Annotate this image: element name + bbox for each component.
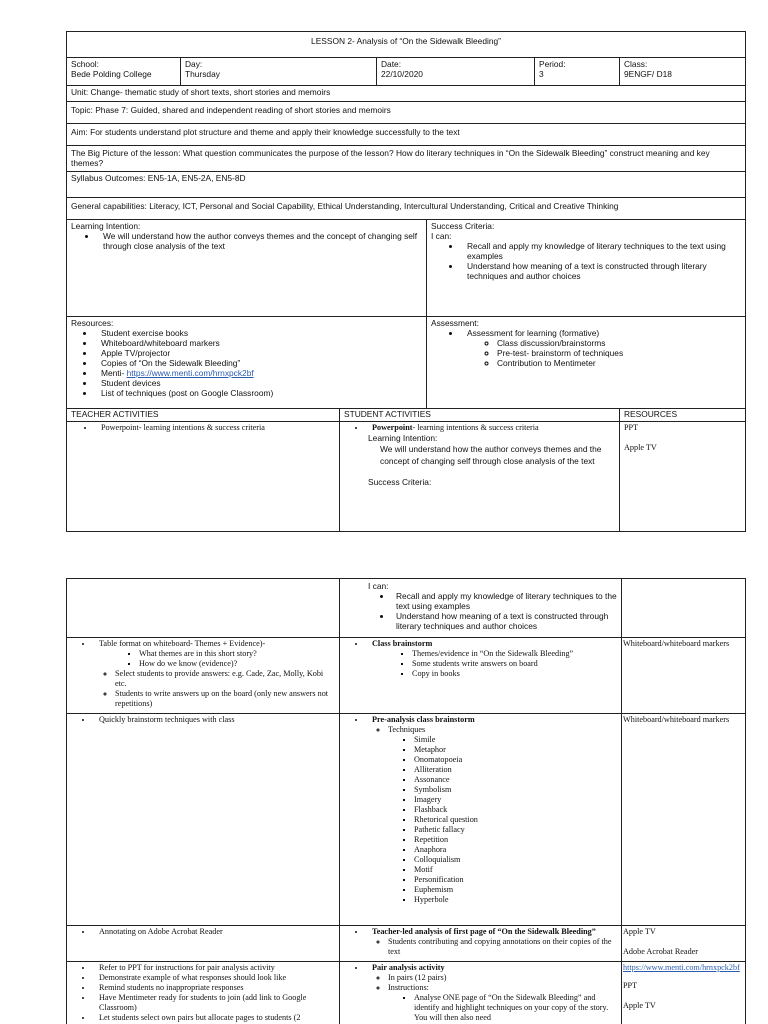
sc-label: Success Criteria: [368, 477, 432, 487]
syllabus-row [67, 171, 745, 198]
teacher-question: ▪ How do we know (evidence)? [139, 659, 335, 669]
resource-item: • List of techniques (post on Google Classroom) [95, 388, 422, 398]
resource-text: Whiteboard/whiteboard markers [623, 639, 730, 648]
success-criteria-label: Success Criteria: [431, 221, 495, 231]
student-task: ◦ In pairs (12 pairs) [388, 973, 617, 983]
teacher-activity [93, 639, 335, 709]
date-value: 22/10/2020 [381, 69, 423, 79]
li-label: Learning Intention: [368, 433, 438, 443]
technique-item: ▪ Pathetic fallacy [414, 825, 617, 835]
menti-link[interactable]: https://www.menti.com/hrnxpck2bf [623, 963, 740, 972]
resources-cell [621, 961, 745, 1024]
capabilities-row [67, 197, 745, 220]
technique-item: ▪ Anaphora [414, 845, 617, 855]
intention-row [67, 219, 745, 317]
class-cell [619, 57, 745, 85]
activities-header-row [67, 408, 745, 422]
period-value: 3 [539, 69, 544, 79]
teacher-cell [67, 925, 339, 961]
resource-text: Whiteboard/whiteboard markers [623, 715, 730, 724]
technique-item: ▪ Motif [414, 865, 617, 875]
technique-item: ▪ Onomatopoeia [414, 755, 617, 765]
teacher-activity-cell [67, 421, 339, 531]
teacher-activity: • Annotating on Adobe Acrobat Reader [93, 927, 335, 937]
activities-row-1 [67, 421, 745, 531]
resources-activity-cell [619, 421, 745, 531]
student-task: ▪ Some students write answers on board [412, 659, 617, 669]
assessment-item: ◦ Pre-test- brainstorm of techniques [497, 348, 741, 358]
date-cell [376, 57, 534, 85]
student-cell [339, 713, 621, 925]
day-cell [180, 57, 376, 85]
continued-success-cell [339, 579, 621, 637]
capabilities-text: General capabilities: Literacy, ICT, Personal and Social Capability, Ethical Understanding, Intercultural Understanding, Critical and Creative Thinking [71, 201, 619, 211]
brainstorm-row [67, 637, 745, 714]
resources-cell [621, 637, 745, 713]
techniques-heading [388, 725, 617, 905]
techniques-label: Techniques [388, 725, 426, 734]
resource-item: • Student devices [95, 378, 422, 388]
resource-ppt: PPT [623, 981, 638, 990]
teacher-cell [67, 637, 339, 713]
menti-label: Menti- [101, 368, 127, 378]
teacher-cell [67, 713, 339, 925]
resource-appletv: Apple TV [624, 443, 657, 452]
techniques-row [67, 713, 745, 926]
resource-ppt: PPT [624, 423, 639, 432]
resources-header: RESOURCES [619, 408, 745, 421]
success-criteria-item: • Understand how meaning of a text is constructed through literary techniques and author choices [392, 611, 617, 631]
period-label: Period: [539, 59, 566, 69]
resource-item-menti [95, 368, 422, 378]
title-row [67, 32, 745, 58]
resources-cell [621, 925, 745, 961]
empty-resources-cell [621, 579, 745, 637]
student-activity-bold: Pre-analysis class brainstorm [372, 715, 475, 724]
technique-item: ▪ Personification [414, 875, 617, 885]
big-picture-text: The Big Picture of the lesson: What question communicates the purpose of the lesson? How do literary techniques in “On the Sidewalk Bleeding” construct meaning and key themes? [71, 148, 710, 168]
teacher-note: ◦ Select students to provide answers: e.g. Cade, Zac, Molly, Kobi etc. [115, 669, 335, 689]
assessment-main [461, 328, 741, 368]
student-activity-bold: Powerpoint [372, 423, 413, 432]
teacher-cell [67, 961, 339, 1024]
class-value: 9ENGF/ D18 [624, 69, 672, 79]
success-criteria-item: • Understand how meaning of a text is constructed through literary techniques and author choices [461, 261, 741, 281]
instructions-label: Instructions: [388, 983, 429, 992]
technique-item: ▪ Alliteration [414, 765, 617, 775]
student-activity [366, 639, 617, 679]
teacher-activity-text: Table format on whiteboard- Themes + Evidence)- [99, 639, 266, 648]
teacher-activity: • Let students select own pairs but allocate pages to students (2 [93, 1013, 335, 1023]
day-label: Day: [185, 59, 203, 69]
success-criteria-item: • Recall and apply my knowledge of literary techniques to the text using examples [392, 591, 617, 611]
resource-acrobat: Adobe Acrobat Reader [623, 947, 699, 956]
pair-activity-row [67, 961, 745, 1024]
continued-row [67, 579, 745, 638]
li-text: We will understand how the author conveys themes and the concept of changing self through close analysis of the text [380, 444, 602, 466]
technique-item: ▪ Imagery [414, 795, 617, 805]
technique-item: ▪ Flashback [414, 805, 617, 815]
resource-item: • Apple TV/projector [95, 348, 422, 358]
learning-intention-label: Learning Intention: [71, 221, 141, 231]
resources-cell [621, 713, 745, 925]
empty-teacher-cell [67, 579, 339, 637]
resource-appletv: Apple TV [623, 1001, 656, 1010]
student-cell [339, 637, 621, 713]
technique-item: ▪ Simile [414, 735, 617, 745]
ican-label: I can: [368, 581, 389, 591]
assessment-item: ◦ Contribution to Mentimeter [497, 358, 741, 368]
resource-item: • Student exercise books [95, 328, 422, 338]
resources-label: Resources: [71, 318, 114, 328]
instruction-item: ▪ Analyse ONE page of “On the Sidewalk Bleeding” and identify and highlight techniques on your copy of the story. You will then also need [414, 993, 617, 1023]
technique-item: ▪ Hyperbole [414, 895, 617, 905]
student-cell [339, 925, 621, 961]
success-criteria-sub: I can: [431, 231, 452, 241]
date-label: Date: [381, 59, 402, 69]
unit-row [67, 85, 745, 102]
resources-cell [67, 316, 426, 408]
teacher-activity: • Powerpoint- learning intentions & success criteria [95, 423, 335, 433]
lesson-plan-page-1 [66, 31, 746, 532]
student-task: ◦ Students contributing and copying annotations on their copies of the text [388, 937, 617, 957]
day-value: Thursday [185, 69, 220, 79]
technique-item: ▪ Euphemism [414, 885, 617, 895]
school-value: Bede Polding College [71, 69, 152, 79]
student-activity [366, 927, 617, 957]
learning-intention-cell [67, 219, 426, 316]
syllabus-text: Syllabus Outcomes: EN5-1A, EN5-2A, EN5-8D [71, 173, 246, 183]
assessment-cell [426, 316, 745, 408]
resources-row [67, 316, 745, 409]
student-task: ▪ Copy in books [412, 669, 617, 679]
big-picture-row [67, 145, 745, 172]
teacher-activity: • Quickly brainstorm techniques with class [93, 715, 335, 725]
teacher-note: ◦ Students to write answers up on the board (only new answers not repetitions) [115, 689, 335, 709]
student-activity-rest: - learning intentions & success criteria [412, 423, 539, 432]
technique-item: ▪ Rhetorical question [414, 815, 617, 825]
teacher-activity: • Have Mentimeter ready for students to join (add link to Google Classroom) [93, 993, 335, 1013]
student-activity-cell [339, 421, 619, 531]
header-row [67, 57, 745, 86]
topic-row [67, 101, 745, 124]
student-task [388, 983, 617, 1023]
school-label: School: [71, 59, 99, 69]
period-cell [534, 57, 619, 85]
lesson-title: LESSON 2- Analysis of “On the Sidewalk Bleeding” [311, 36, 501, 46]
teacher-activity: • Refer to PPT for instructions for pair analysis activity [93, 963, 335, 973]
student-cell [339, 961, 621, 1024]
technique-item: ▪ Colloquialism [414, 855, 617, 865]
technique-item: ▪ Symbolism [414, 785, 617, 795]
lesson-plan-page-2 [66, 578, 746, 1024]
teacher-activity: • Remind students no inappropriate responses [93, 983, 335, 993]
topic-text: Topic: Phase 7: Guided, shared and independent reading of short stories and memoirs [71, 105, 391, 115]
technique-item: ▪ Assonance [414, 775, 617, 785]
success-criteria-cell [426, 219, 745, 316]
resource-item: • Copies of “On the Sidewalk Bleeding” [95, 358, 422, 368]
student-activity [366, 423, 615, 433]
aim-text: Aim: For students understand plot structure and theme and apply their knowledge successfully to the text [71, 127, 460, 137]
technique-item: ▪ Repetition [414, 835, 617, 845]
resource-item: • Whiteboard/whiteboard markers [95, 338, 422, 348]
student-activity [366, 963, 617, 1023]
resource-appletv: Apple TV [623, 927, 656, 936]
technique-item: ▪ Metaphor [414, 745, 617, 755]
menti-link[interactable]: https://www.menti.com/hrnxpck2bf [126, 368, 254, 378]
assessment-label: Assessment: [431, 318, 479, 328]
student-task: ▪ Themes/evidence in “On the Sidewalk Bleeding” [412, 649, 617, 659]
class-label: Class: [624, 59, 648, 69]
assessment-main-text: Assessment for learning (formative) [467, 328, 600, 338]
student-activity [366, 715, 617, 905]
success-criteria-item: • Recall and apply my knowledge of literary techniques to the text using examples [461, 241, 741, 261]
annotation-row [67, 925, 745, 962]
aim-row [67, 123, 745, 146]
teacher-question: ▪ What themes are in this short story? [139, 649, 335, 659]
student-activities-header: STUDENT ACTIVITIES [339, 408, 619, 421]
learning-intention-item: • We will understand how the author conveys themes and the concept of changing self through close analysis of the text [97, 231, 422, 251]
unit-text: Unit: Change- thematic study of short texts, short stories and memoirs [71, 87, 331, 97]
teacher-activity: • Demonstrate example of what responses should look like [93, 973, 335, 983]
techniques-list [388, 735, 617, 905]
student-activity-bold: Teacher-led analysis of first page of “On the Sidewalk Bleeding” [372, 927, 596, 936]
assessment-item: ◦ Class discussion/brainstorms [497, 338, 741, 348]
student-activity-bold: Pair analysis activity [372, 963, 445, 972]
teacher-activities-header: TEACHER ACTIVITIES [71, 409, 159, 419]
student-activity-bold: Class brainstorm [372, 639, 433, 648]
school-cell [67, 57, 180, 85]
